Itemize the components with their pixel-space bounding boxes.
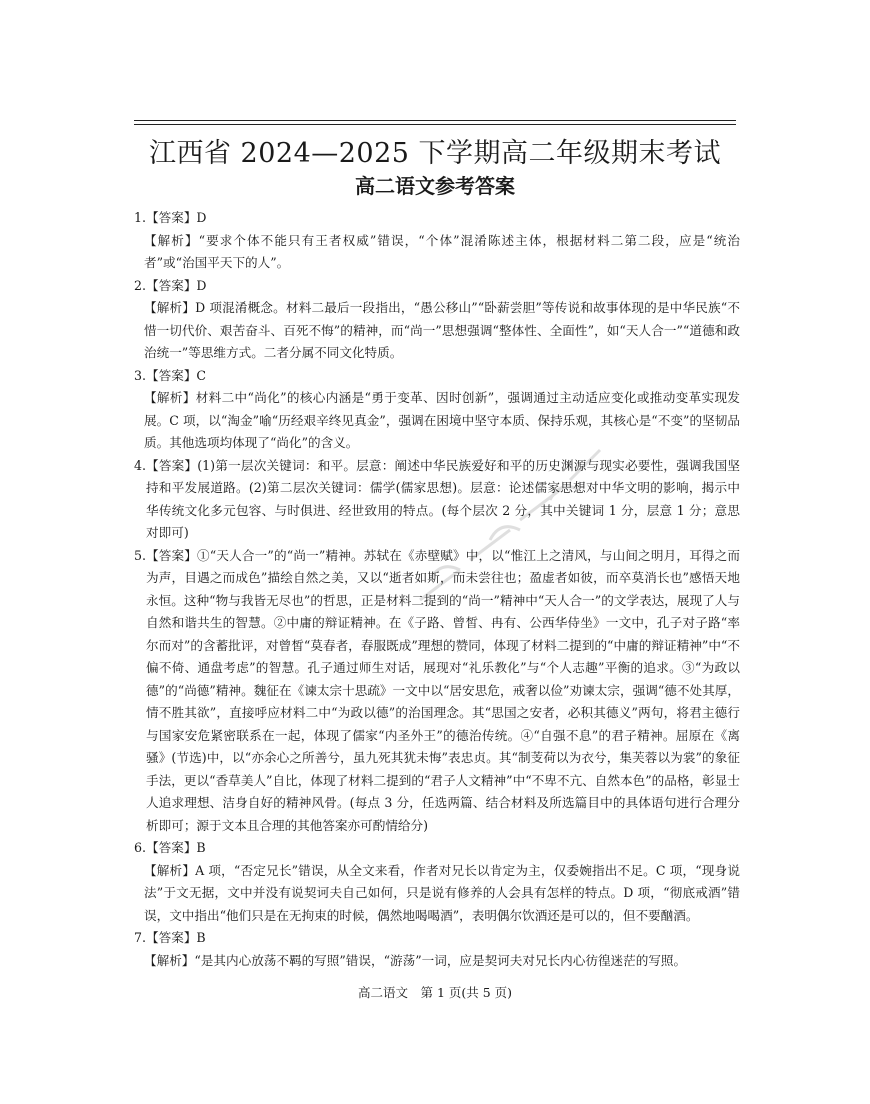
- question-number: 1.: [134, 210, 147, 225]
- header-rule-bottom: [134, 124, 736, 125]
- question-7: [134, 927, 740, 972]
- answer-line: 【答案】B: [146, 930, 206, 945]
- question-number: 5.: [134, 547, 147, 563]
- explanation: 【解析】“要求个体不能只有王者权威”错误，“个体”混淆陈述主体，根据材料二第二段，应是“统治者”或“治国平天下的人”。: [144, 232, 740, 270]
- question-number: 6.: [134, 840, 147, 855]
- page-title: 江西省 2024—2025 下学期高二年级期末考试: [148, 138, 722, 169]
- answer-line: 【答案】(1)第一层次关键词：和平。层意：阐述中华民族爱好和平的历史渊源与现实必要性，强调我国坚持和平发展道路。(2)第二层次关键词：儒学(儒家思想)。层意：论述儒家思想对中华文明的影响，揭示中华传统文化多元包容、与时俱进、经世致用的特点。(每个层次 2 分，其中关键词 1 分，层意 1 分；意思对即可): [146, 457, 740, 540]
- question-5: [134, 545, 740, 838]
- answer-line: 【答案】B: [146, 840, 206, 855]
- answer-line: 【答案】D: [146, 210, 207, 225]
- question-number: 2.: [134, 277, 147, 293]
- explanation: 【解析】A 项，“否定兄长”错误，从全文来看，作者对兄长以肯定为主，仅委婉指出不足。C 项，“现身说法”于文无据，文中并没有说契诃夫自己如何，只是说有修养的人会具有怎样的特点。D 项，“彻底戒酒”错误，文中指出“他们只是在无拘束的时候，偶然地喝喝酒”，表明偶尔饮酒还是可以的，但不要酗酒。: [144, 862, 740, 923]
- answer-line: 【答案】D: [146, 277, 207, 293]
- question-number: 7.: [134, 930, 147, 945]
- answer-list: [134, 207, 740, 972]
- page-footer: 高二语文 第 1 页(共 5 页): [357, 985, 513, 1000]
- question-3: [134, 365, 740, 455]
- explanation: 【解析】D 项混淆概念。材料二最后一段指出，“愚公移山”“卧薪尝胆”等传说和故事体现的是中华民族“不惜一切代价、艰苦奋斗、百死不悔”的精神，而“尚一”思想强调“整体性、全面性”，如“天人合一”“道德和政治统一”等思维方式。二者分属不同文化特质。: [144, 300, 740, 360]
- explanation: 【解析】材料二中“尚化”的核心内涵是“勇于变革、因时创新”，强调通过主动适应变化或推动变革实现发展。C 项，以“淘金”喻“历经艰辛终见真金”，强调在困境中坚守本质、保持乐观，其核心是“不变”的坚韧品质。其他选项均体现了“尚化”的含义。: [144, 390, 740, 450]
- question-number: 4.: [134, 457, 147, 473]
- question-4: [134, 455, 740, 545]
- question-1: [134, 207, 740, 275]
- page-subtitle: 高二语文参考答案: [355, 174, 515, 198]
- question-6: [134, 837, 740, 927]
- question-number: 3.: [134, 367, 147, 383]
- explanation: 【解析】“是其内心放荡不羁的写照”错误，“游荡”一词，应是契诃夫对兄长内心彷徨迷茫的写照。: [144, 952, 687, 968]
- answer-line: 【答案】C: [146, 367, 207, 383]
- header-rule-top: [134, 120, 736, 121]
- question-2: [134, 275, 740, 365]
- answer-line: 【答案】①“天人合一”的“尚一”精神。苏轼在《赤壁赋》中，以“惟江上之清风，与山间之明月，耳得之而为声，目遇之而成色”描绘自然之美，又以“逝者如斯，而未尝往也；盈虚者如彼，而卒莫消长也”感悟天地永恒。这种“物与我皆无尽也”的哲思，正是材料二提到的“尚一”精神中“天人合一”的文学表达，展现了人与自然和谐共生的智慧。②中庸的辩证精神。在《子路、曾皙、冉有、公西华侍坐》一文中，孔子对子路“率尔而对”的含蓄批评，对曾皙“莫春者，春服既成”理想的赞同，体现了材料二提到的“中庸的辩证精神”中“不偏不倚、通盘考虑”的智慧。孔子通过师生对话，展现对“礼乐教化”与“个人志趣”平衡的追求。③“为政以德”的“尚德”精神。魏征在《谏太宗十思疏》一文中以“居安思危，戒奢以俭”劝谏太宗，强调“德不处其厚，情不胜其欲”，直接呼应材料二中“为政以德”的治国理念。其“思国之安者，必积其德义”两句，将君主德行与国家安危紧密联系在一起，体现了儒家“内圣外王”的德治传统。④“自强不息”的君子精神。屈原在《离骚》(节选)中，以“亦余心之所善兮，虽九死其犹未悔”表忠贞。其“制芰荷以为衣兮，集芙蓉以为裳”的象征手法，更以“香草美人”自比，体现了材料二提到的“君子人文精神”中“不卑不亢、自然本色”的品格，彰显士人追求理想、洁身自好的精神风骨。(每点 3 分，任选两篇、结合材料及所选篇目中的具体语句进行合理分析即可；源于文本且合理的其他答案亦可酌情给分): [146, 547, 740, 833]
